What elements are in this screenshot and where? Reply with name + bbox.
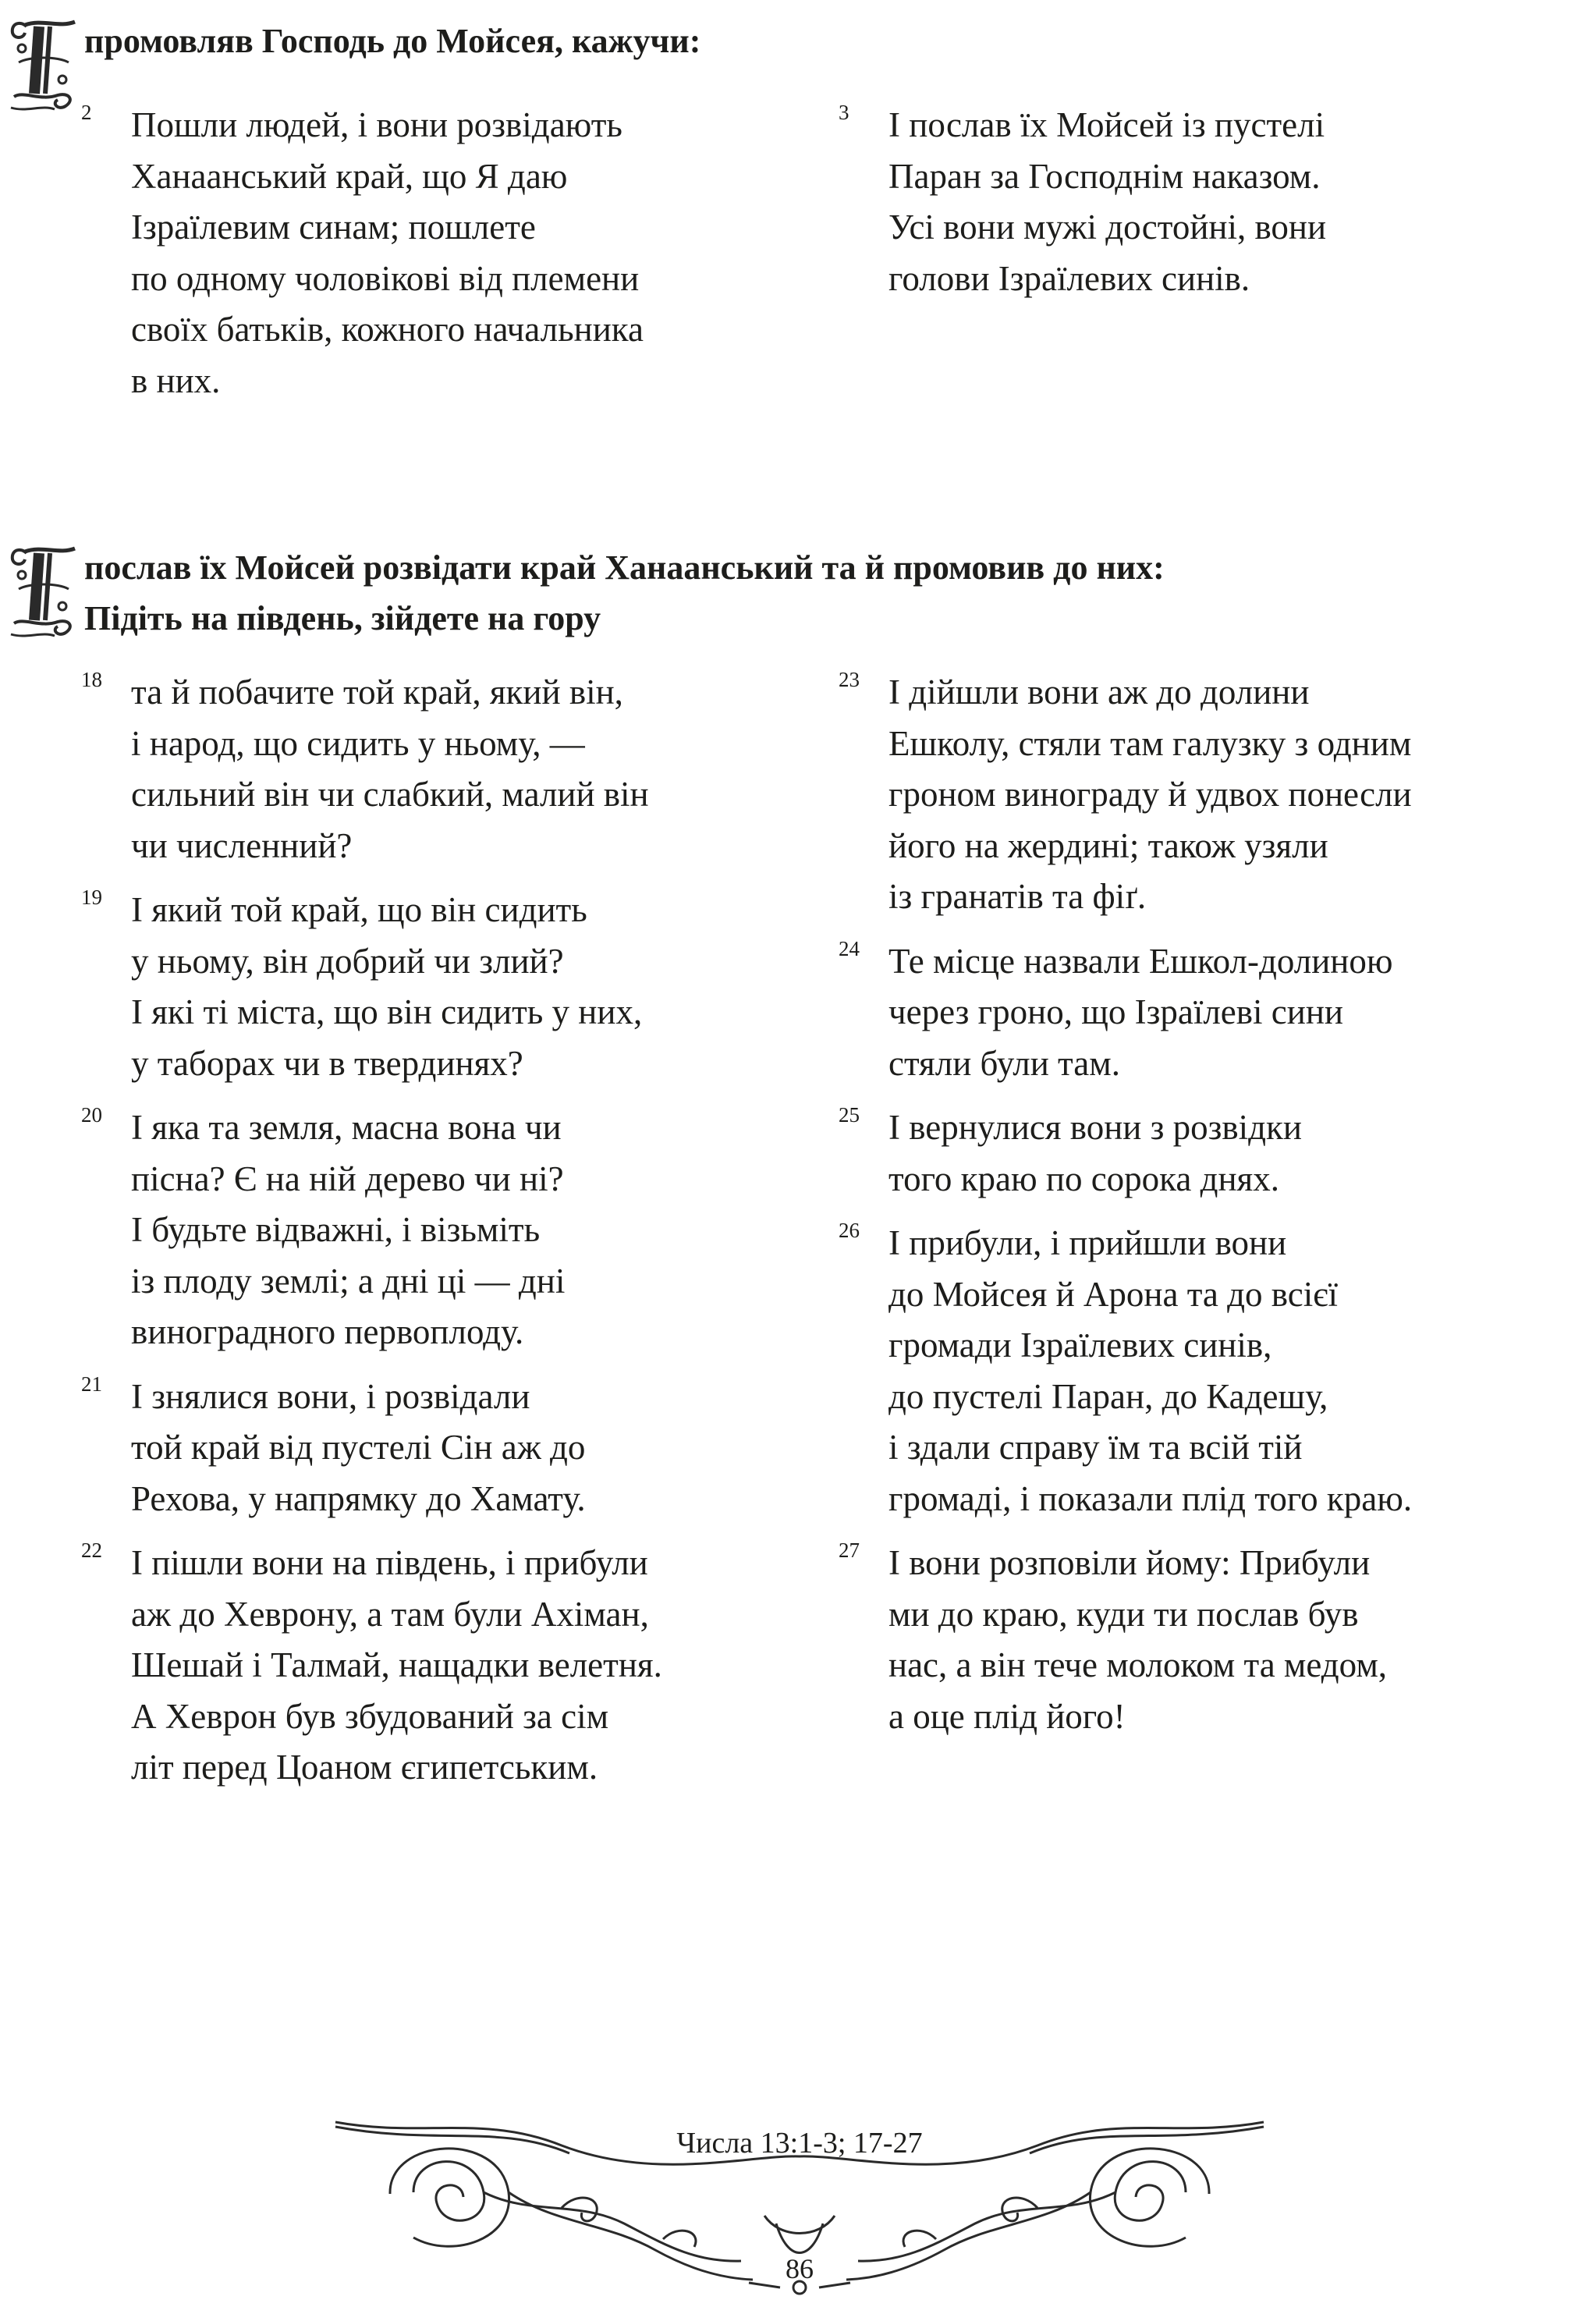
verse-text: Пошли людей, і вони розвідають Ханаанський край, що Я даю Ізраїлевим синам; пошлете по одному чоловікові від племени своїх батьків, кожного начальника в них. <box>131 105 644 400</box>
passage-2-heading: послав їх Мойсей розвідати край Ханаанський та й промовив до них: Підіть на південь, зійдете на гору <box>84 548 1165 637</box>
page-footer <box>328 2106 1271 2302</box>
verse-text: Те місце назвали Ешкол-долиною через гроно, що Ізраїлеві сини стяли були там. <box>888 941 1393 1083</box>
verse <box>839 1538 1525 1742</box>
drop-cap-letter-i-icon <box>3 542 83 642</box>
verse-text: І прибули, і прийшли вони до Мойсея й Арона та до всієї громади Ізраїлевих синів, до пустелі Паран, до Кадешу, і здали справу їм та всій тій громаді, і показали плід того краю. <box>888 1223 1413 1518</box>
verse-text: І який той край, що він сидить у ньому, він добрий чи злий? І які ті міста, що він сидить у них, у таборах чи в твердинях? <box>131 890 643 1083</box>
passage-1-right-column <box>839 100 1525 318</box>
drop-cap-letter-i-icon <box>3 16 83 115</box>
passage-2-left-column <box>81 667 768 1807</box>
page-number: 86 <box>786 2253 814 2284</box>
verse <box>839 667 1525 923</box>
verse-number: 2 <box>81 101 92 124</box>
verse-text: І дійшли вони аж до долини Ешколу, стяли там галузку з одним гроном винограду й удвох понесли його на жердині; також узяли із гранатів та фіґ. <box>888 673 1412 916</box>
verse-number: 23 <box>839 668 860 691</box>
verse <box>839 100 1525 304</box>
passage-2-right-column <box>839 667 1525 1755</box>
verse-number: 21 <box>81 1372 102 1396</box>
verse <box>839 1102 1525 1205</box>
verse-number: 27 <box>839 1539 860 1562</box>
verse-number: 26 <box>839 1219 860 1242</box>
passage-1-heading: промовляв Господь до Мойсея, кажучи: <box>84 22 701 60</box>
scripture-reference: Числа 13:1-3; 17-27 <box>676 2127 923 2160</box>
verse <box>81 100 768 406</box>
verse-text: І послав їх Мойсей із пустелі Паран за Господнім наказом. Усі вони мужі достойні, вони голови Ізраїлевих синів. <box>888 105 1327 298</box>
verse <box>81 1372 768 1525</box>
verse-number: 18 <box>81 668 102 691</box>
verse-number: 20 <box>81 1103 102 1127</box>
verse <box>81 1102 768 1358</box>
verse-text: І знялися вони, і розвідали той край від пустелі Сін аж до Рехова, у напрямку до Хамату. <box>131 1376 586 1518</box>
verse-text: та й побачите той край, який він, і народ, що сидить у ньому, — сильний він чи слабкий, малий він чи численний? <box>131 673 649 865</box>
drop-cap-ornament <box>3 542 83 642</box>
verse <box>839 936 1525 1090</box>
verse <box>81 1538 768 1794</box>
verse-text: І пішли вони на південь, і прибули аж до Хеврону, а там були Ахіман, Шешай і Талмай, нащадки велетня. А Хеврон був збудований за сім літ перед Цоаном єгипетським. <box>131 1543 662 1787</box>
verse-text: І вернулися вони з розвідки того краю по сорока днях. <box>888 1108 1303 1198</box>
verse <box>81 885 768 1089</box>
drop-cap-ornament <box>3 16 83 115</box>
verse <box>839 1218 1525 1524</box>
verse-number: 3 <box>839 101 849 124</box>
verse-text: І яка та земля, масна вона чи пісна? Є на ній дерево чи ні? І будьте відважні, і візьміть із плоду землі; а дні ці — дні виноградного первоплоду. <box>131 1108 566 1351</box>
verse <box>81 667 768 871</box>
verse-text: І вони розповіли йому: Прибули ми до краю, куди ти послав був нас, а він тече молоком та медом, а оце плід його! <box>888 1543 1388 1736</box>
verse-number: 22 <box>81 1539 102 1562</box>
verse-number: 25 <box>839 1103 860 1127</box>
verse-number: 19 <box>81 885 102 909</box>
passage-1-left-column <box>81 100 768 420</box>
verse-number: 24 <box>839 936 860 960</box>
